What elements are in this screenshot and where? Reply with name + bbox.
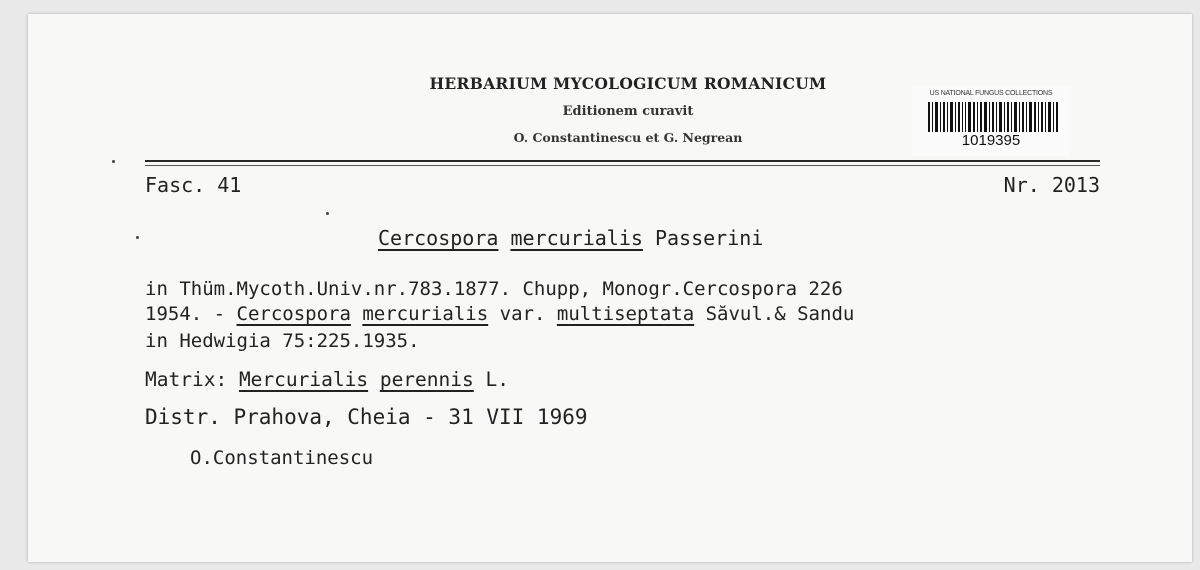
barcode-collection-label: US NATIONAL FUNGUS COLLECTIONS — [929, 90, 1053, 97]
citation-year: 1954. - — [145, 303, 237, 325]
fascicle-number: Fasc. 41 — [145, 173, 242, 197]
synonym-genus: Cercospora — [236, 303, 351, 325]
specimen-number: Nr. 2013 — [1003, 173, 1100, 197]
header-divider-thin — [145, 165, 1100, 166]
species-epithet: mercurialis — [510, 226, 643, 250]
citation-line-1: in Thüm.Mycoth.Univ.nr.783.1877. Chupp, Monogr.Cercospora 226 — [145, 278, 843, 300]
barcode-number: 1019395 — [961, 132, 1021, 149]
specks — [112, 160, 115, 163]
synonym-rank: var. — [499, 303, 546, 325]
herbarium-title: HERBARIUM MYCOLOGICUM ROMANICUM — [429, 74, 827, 93]
barcode-sticker — [912, 86, 1070, 156]
host-genus: Mercurialis — [238, 368, 369, 391]
matrix-line — [145, 368, 509, 391]
locality-date: Distr. Prahova, Cheia - 31 VII 1969 — [145, 405, 588, 429]
species-genus: Cercospora — [378, 226, 499, 250]
specks — [136, 236, 139, 239]
synonym-authors: Săvul.& Sandu — [705, 303, 855, 325]
species-author: Passerini — [654, 226, 764, 250]
barcode-icon — [928, 102, 1058, 132]
collector-name: O.Constantinescu — [190, 447, 374, 469]
editors-names: O. Constantinescu et G. Negrean — [513, 130, 743, 145]
synonym-variety: multiseptata — [556, 303, 695, 325]
citation-line-3: in Hedwigia 75:225.1935. — [145, 330, 420, 352]
host-author: L. — [485, 368, 509, 391]
species-name — [378, 226, 763, 250]
matrix-label: Matrix: — [145, 368, 228, 391]
specks — [326, 212, 329, 215]
header-divider — [145, 160, 1100, 162]
host-epithet: perennis — [379, 368, 474, 391]
citation-line-2 — [145, 303, 854, 325]
editor-caption: Editionem curavit — [562, 104, 694, 119]
synonym-epithet: mercurialis — [362, 303, 489, 325]
